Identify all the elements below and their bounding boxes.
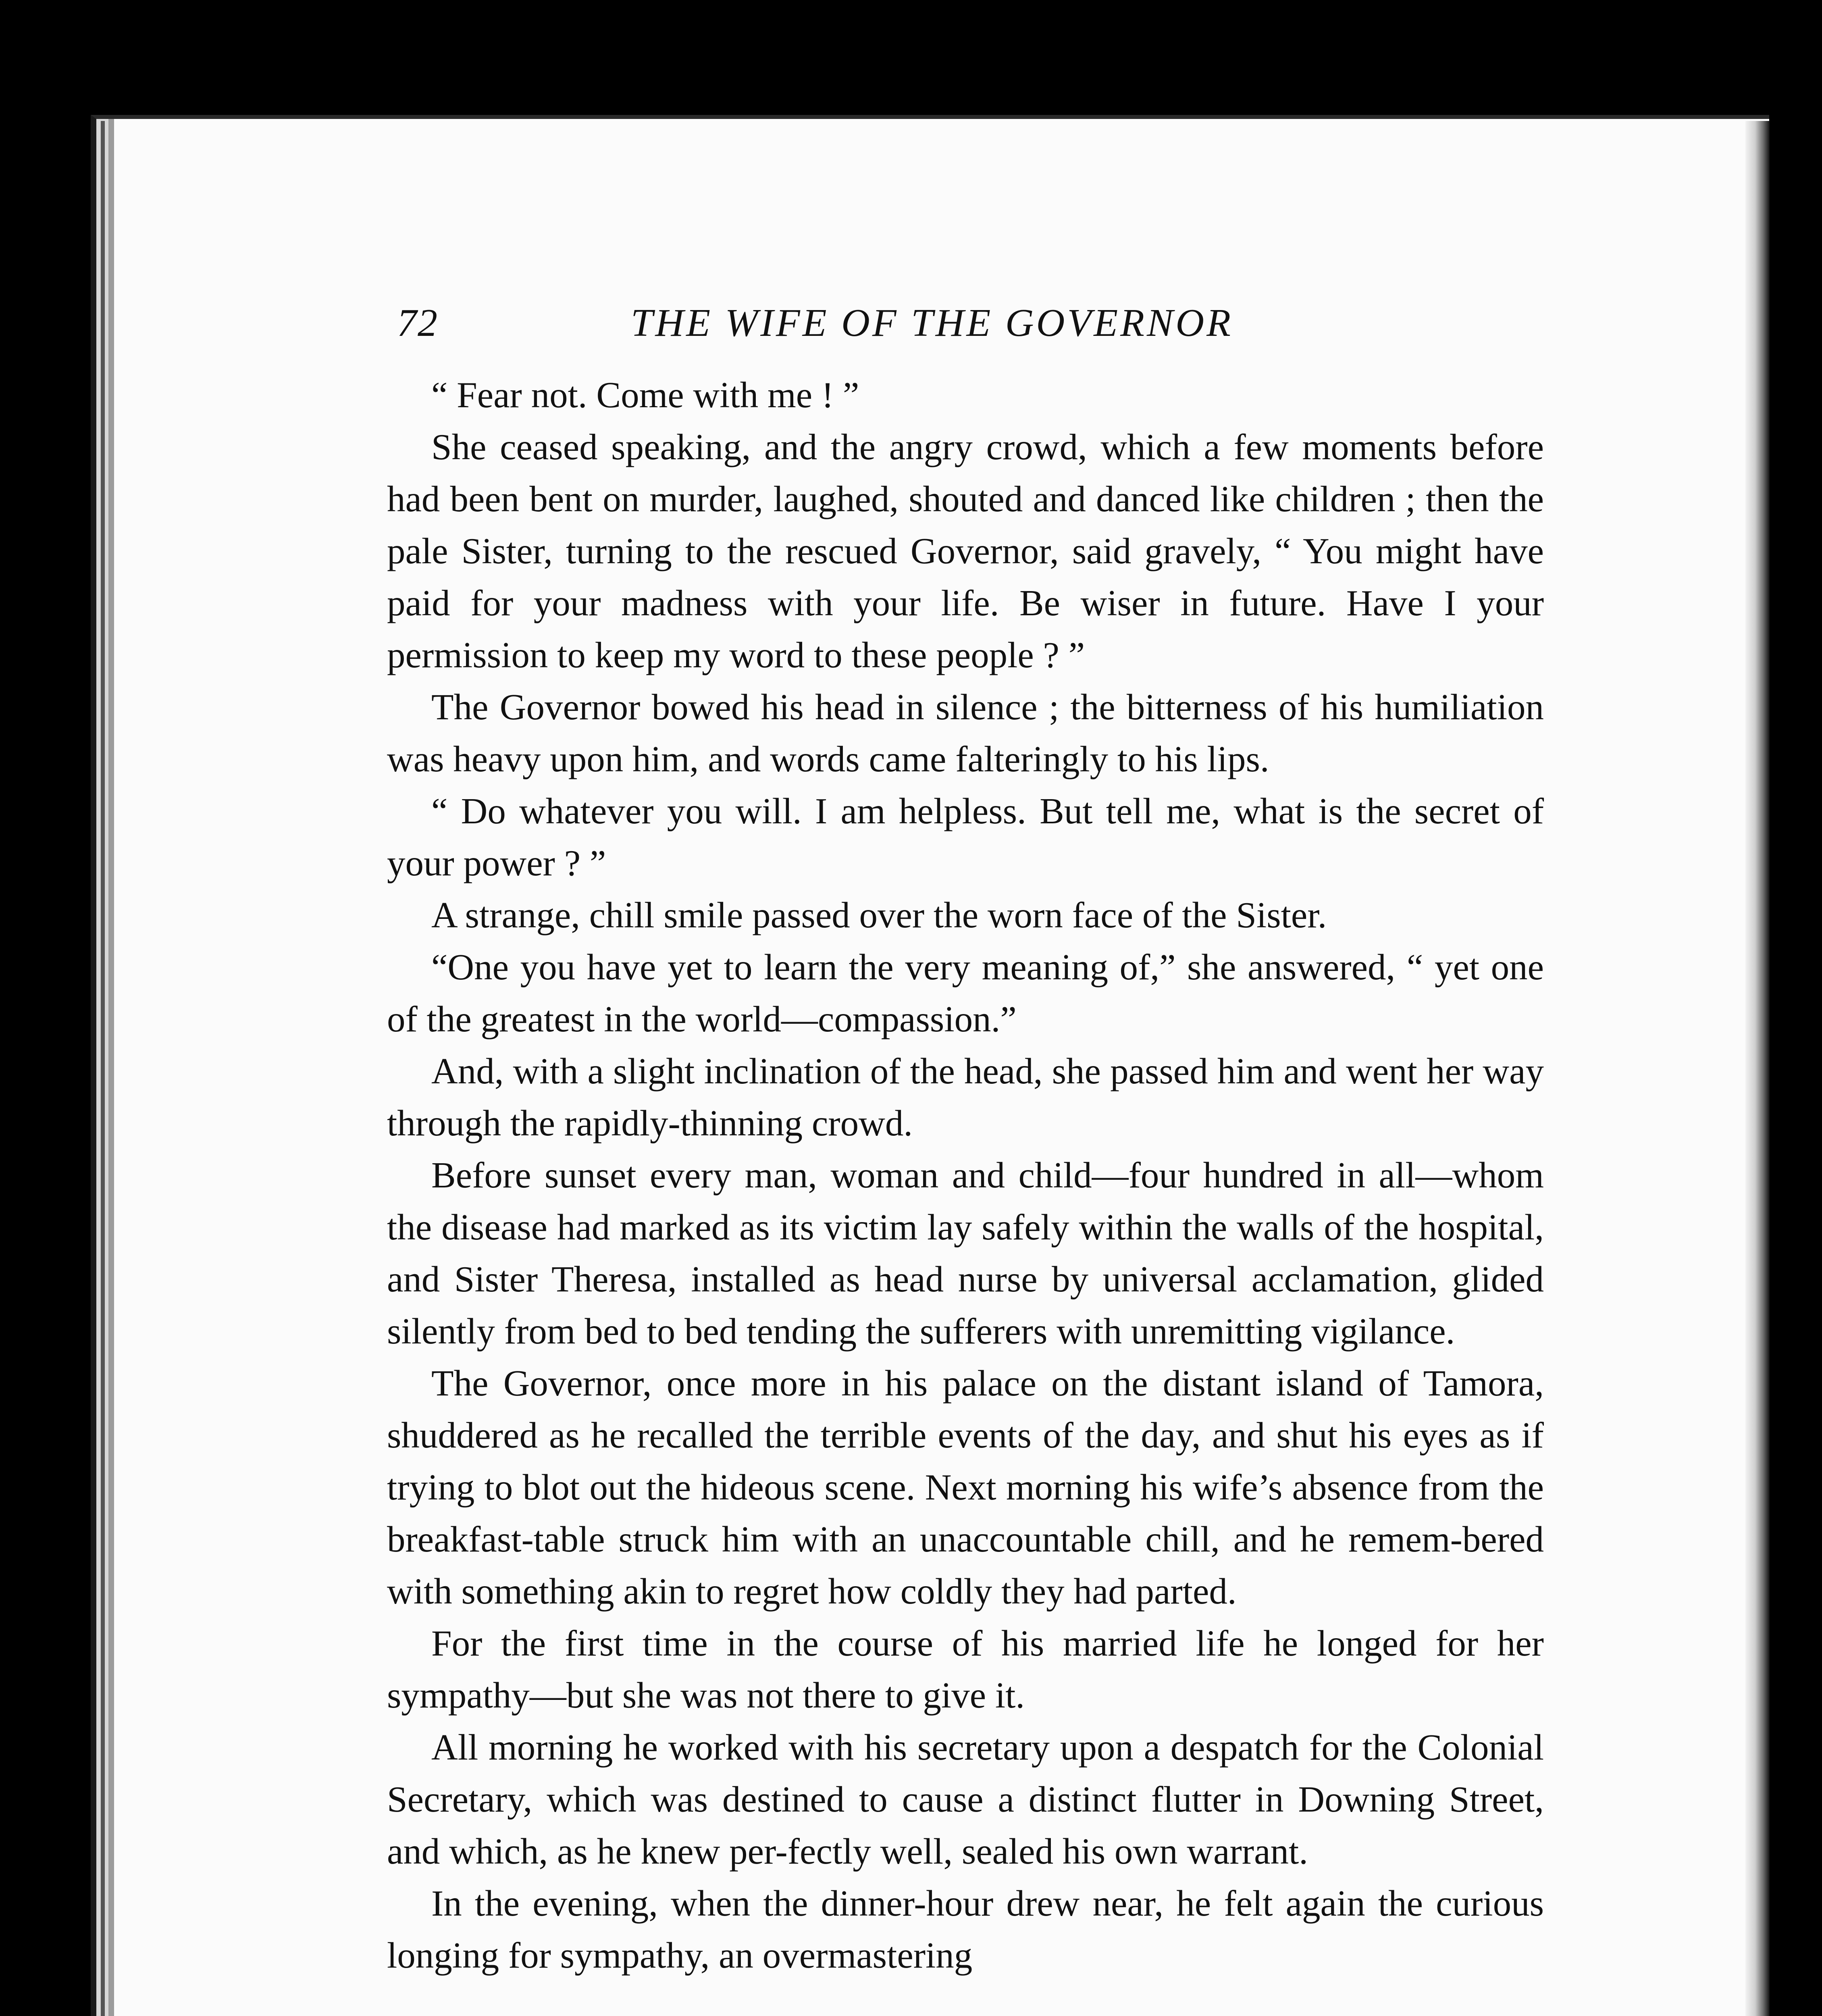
paragraph: She ceased speaking, and the angry crowd, which a few moments before had been bent on murder, laughed, shouted and danced like children ; then the pale Sister, turning to the rescued Governor, said gravely, “ You might have paid for your madness with your life. Be wiser in future. Have I your permission to keep my word to these people ? ” bbox=[387, 427, 1544, 675]
page-right-edge bbox=[1745, 121, 1770, 2016]
page-header bbox=[397, 300, 1546, 361]
paragraph: For the first time in the course of his married life he longed for her sympathy—but she was not there to give it. bbox=[387, 1623, 1544, 1716]
paragraph: “One you have yet to learn the very meaning of,” she answered, “ yet one of the greatest in the world—compassion.” bbox=[387, 947, 1544, 1039]
paragraph: A strange, chill smile passed over the worn face of the Sister. bbox=[431, 895, 1327, 935]
paragraph: “ Fear not. Come with me ! ” bbox=[431, 375, 859, 415]
paragraph: All morning he worked with his secretary upon a despatch for the Colonial Secretary, which was destined to cause a distinct flutter in Downing Street, and which, as he knew per-fectly well, sealed his own warrant. bbox=[387, 1727, 1544, 1872]
page-left-edge bbox=[101, 121, 105, 2016]
paragraph: The Governor, once more in his palace on the distant island of Tamora, shuddered as he recalled the terrible events of the day, and shut his eyes as if trying to blot out the hideous scene. Next morning his wife’s absence from the breakfast-table struck him with an unaccountable chill, and he remem-bered with something akin to regret how coldly they had parted. bbox=[387, 1363, 1544, 1612]
page-number: 72 bbox=[397, 301, 438, 345]
running-head: THE WIFE OF THE GOVERNOR bbox=[631, 301, 1233, 345]
paragraph: In the evening, when the dinner-hour drew near, he felt again the curious longing for sympathy, an overmastering bbox=[387, 1883, 1544, 1976]
body-text bbox=[387, 369, 1544, 1981]
paragraph: “ Do whatever you will. I am helpless. But tell me, what is the secret of your power ? ” bbox=[387, 791, 1544, 883]
paragraph: Before sunset every man, woman and child—four hundred in all—whom the disease had marked as its victim lay safely within the walls of the hospital, and Sister Theresa, installed as head nurse by universal acclamation, glided silently from bed to bed tending the sufferers with unremitting vigilance. bbox=[387, 1155, 1544, 1352]
paragraph: The Governor bowed his head in silence ; the bitterness of his humiliation was heavy upon him, and words came falteringly to his lips. bbox=[387, 687, 1544, 779]
paragraph: And, with a slight inclination of the head, she passed him and went her way through the rapidly-thinning crowd. bbox=[387, 1051, 1544, 1143]
